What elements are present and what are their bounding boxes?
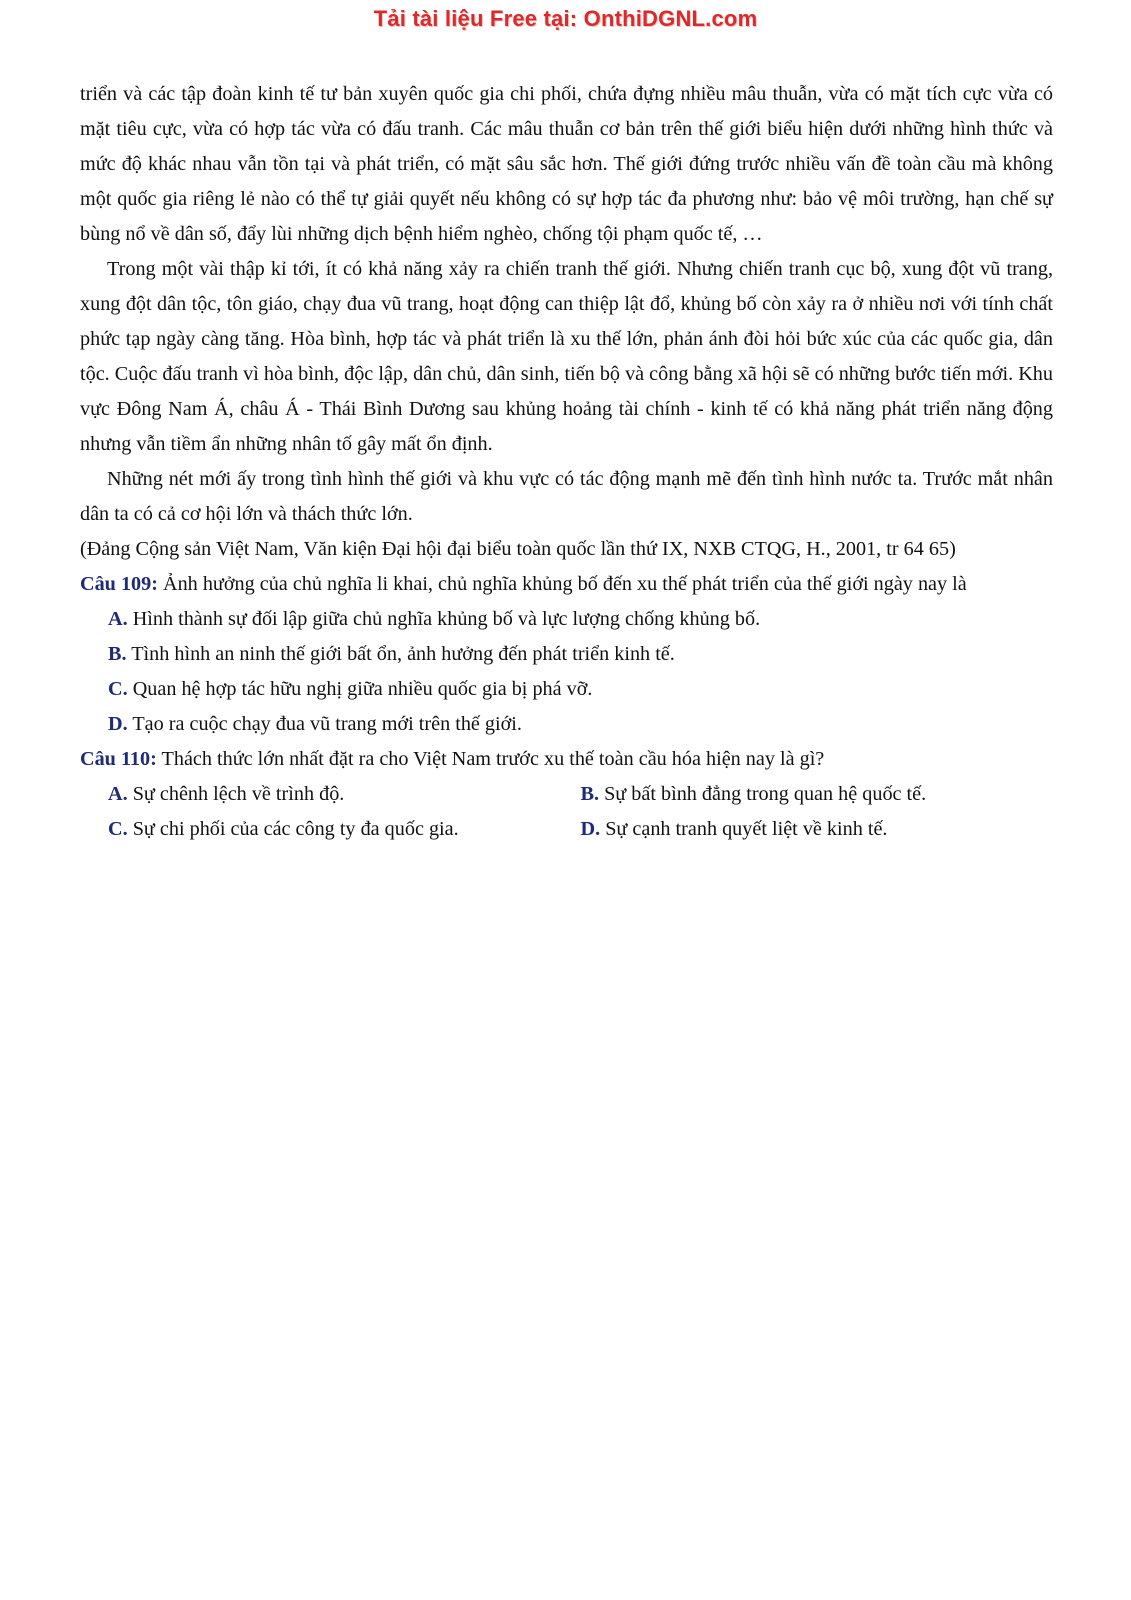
question-110-text: Thách thức lớn nhất đặt ra cho Việt Nam trước xu thế toàn cầu hóa hiện nay là gì? bbox=[156, 748, 825, 770]
option-text: Sự chi phối của các công ty đa quốc gia. bbox=[127, 818, 459, 840]
option-label: B. bbox=[580, 783, 600, 805]
option-label: D. bbox=[108, 713, 128, 735]
question-110-option-b[interactable] bbox=[581, 777, 1054, 812]
passage-paragraph-1: triển và các tập đoàn kinh tế tư bản xuyên quốc gia chi phối, chứa đựng nhiều mâu thuẫn, vừa có mặt tích cực vừa có mặt tiêu cực, vừa có hợp tác vừa có đấu tranh. Các mâu thuẫn cơ bản trên thế giới biểu hiện dưới những hình thức và mức độ khác nhau vẫn tồn tại và phát triển, có mặt sâu sắc hơn. Thế giới đứng trước nhiều vấn đề toàn cầu mà không một quốc gia riêng lẻ nào có thể tự giải quyết nếu không có sự hợp tác đa phương như: bảo vệ môi trường, hạn chế sự bùng nổ về dân số, đẩy lùi những dịch bệnh hiểm nghèo, chống tội phạm quốc tế, … bbox=[80, 83, 1053, 245]
document-body bbox=[80, 77, 1053, 847]
passage-source-citation: (Đảng Cộng sản Việt Nam, Văn kiện Đại hội đại biểu toàn quốc lần thứ IX, NXB CTQG, H., 2001, tr 64 65) bbox=[80, 538, 956, 560]
question-110-label: Câu 110: bbox=[80, 748, 157, 770]
question-110-option-d[interactable] bbox=[581, 812, 1054, 847]
question-109-label: Câu 109: bbox=[80, 573, 158, 595]
option-label: C. bbox=[108, 678, 128, 700]
download-banner-link[interactable]: Tải tài liệu Free tại: OnthiDGNL.com bbox=[373, 6, 758, 31]
option-label: A. bbox=[108, 783, 128, 805]
question-110 bbox=[80, 742, 1053, 777]
option-text: Sự chênh lệch về trình độ. bbox=[127, 783, 345, 805]
question-110-option-a[interactable] bbox=[108, 777, 581, 812]
question-110-option-c[interactable] bbox=[108, 812, 581, 847]
question-110-options-row-1 bbox=[80, 777, 1053, 812]
option-text: Tạo ra cuộc chạy đua vũ trang mới trên thế giới. bbox=[127, 713, 522, 735]
option-text: Tình hình an ninh thế giới bất ổn, ảnh hưởng đến phát triển kinh tế. bbox=[126, 643, 675, 665]
question-110-options-row-2 bbox=[80, 812, 1053, 847]
question-109-option-b[interactable] bbox=[80, 637, 1053, 672]
option-label: D. bbox=[580, 818, 601, 840]
option-label: B. bbox=[108, 643, 127, 665]
option-text: Sự cạnh tranh quyết liệt về kinh tế. bbox=[600, 818, 888, 840]
passage-paragraph-3: Những nét mới ấy trong tình hình thế giới và khu vực có tác động mạnh mẽ đến tình hình nước ta. Trước mắt nhân dân ta có cả cơ hội lớn và thách thức lớn. bbox=[80, 468, 1053, 525]
option-text: Hình thành sự đối lập giữa chủ nghĩa khủng bố và lực lượng chống khủng bố. bbox=[127, 608, 761, 630]
question-109-option-c[interactable] bbox=[80, 672, 1053, 707]
question-109-text: Ảnh hưởng của chủ nghĩa li khai, chủ nghĩa khủng bố đến xu thế phát triển của thế giới ngày nay là bbox=[157, 573, 967, 595]
option-text: Quan hệ hợp tác hữu nghị giữa nhiều quốc gia bị phá vỡ. bbox=[127, 678, 593, 700]
option-label: A. bbox=[108, 608, 128, 630]
question-109 bbox=[80, 567, 1053, 602]
question-109-option-a[interactable] bbox=[80, 602, 1053, 637]
question-109-option-d[interactable] bbox=[80, 707, 1053, 742]
passage-paragraph-2: Trong một vài thập kỉ tới, ít có khả năng xảy ra chiến tranh thế giới. Nhưng chiến tranh cục bộ, xung đột vũ trang, xung đột dân tộc, tôn giáo, chạy đua vũ trang, hoạt động can thiệp lật đổ, khủng bố còn xảy ra ở nhiều nơi với tính chất phức tạp ngày càng tăng. Hòa bình, hợp tác và phát triển là xu thế lớn, phản ánh đòi hỏi bức xúc của các quốc gia, dân tộc. Cuộc đấu tranh vì hòa bình, độc lập, dân chủ, dân sinh, tiến bộ và công bằng xã hội sẽ có những bước tiến mới. Khu vực Đông Nam Á, châu Á - Thái Bình Dương sau khủng hoảng tài chính - kinh tế có khả năng phát triển năng động nhưng vẫn tiềm ẩn những nhân tố gây mất ổn định. bbox=[80, 258, 1053, 455]
option-label: C. bbox=[108, 818, 128, 840]
option-text: Sự bất bình đẳng trong quan hệ quốc tế. bbox=[599, 783, 927, 805]
